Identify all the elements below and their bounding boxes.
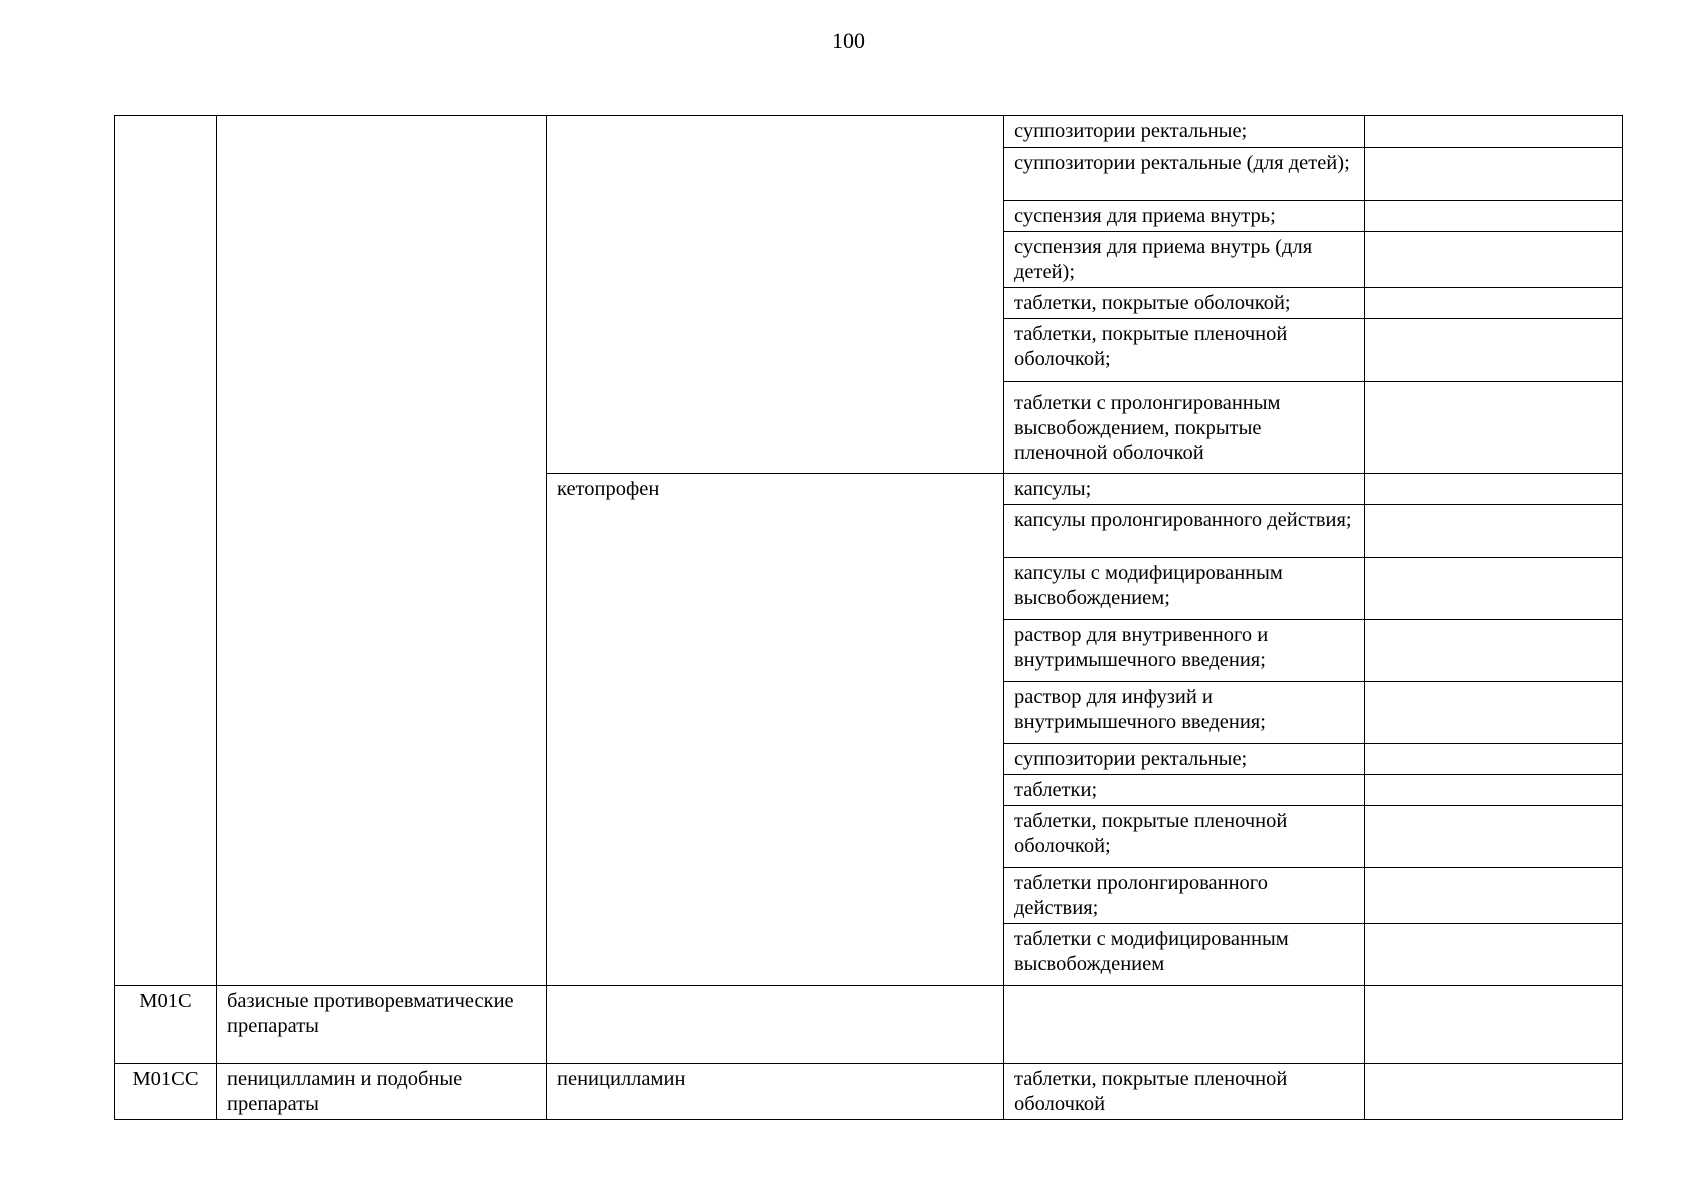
group-name-cell: базисные противоревматические препараты: [217, 986, 547, 1064]
page-number: 100: [832, 28, 865, 53]
drug-table: [114, 115, 1623, 1120]
note-cell: [1365, 319, 1623, 382]
note-cell: [1365, 116, 1623, 148]
note-cell: [1365, 806, 1623, 868]
dosage-form-cell: таблетки с пролонгированным высвобождением, покрытые пленочной оболочкой: [1004, 382, 1365, 474]
dosage-form-cell: суппозитории ректальные (для детей);: [1004, 148, 1365, 201]
dosage-form-cell: суспензия для приема внутрь;: [1004, 201, 1365, 232]
note-cell: [1365, 148, 1623, 201]
note-cell: [1365, 288, 1623, 319]
drug-name-cell: кетопрофен: [547, 474, 1004, 986]
group-name-cell: пеницилламин и подобные препараты: [217, 1064, 547, 1120]
note-cell: [1365, 558, 1623, 620]
table-row: [115, 1064, 1623, 1120]
dosage-form-cell: суппозитории ректальные;: [1004, 116, 1365, 148]
note-cell: [1365, 986, 1623, 1064]
dosage-form-cell: [1004, 986, 1365, 1064]
atc-code-cell: M01CC: [115, 1064, 217, 1120]
note-cell: [1365, 474, 1623, 505]
dosage-form-cell: таблетки, покрытые оболочкой;: [1004, 288, 1365, 319]
dosage-form-cell: таблетки пролонгированного действия;: [1004, 868, 1365, 924]
dosage-form-cell: суппозитории ректальные;: [1004, 744, 1365, 775]
note-cell: [1365, 232, 1623, 288]
note-cell: [1365, 620, 1623, 682]
drug-name-cell: пеницилламин: [547, 1064, 1004, 1120]
table-row: [115, 986, 1623, 1064]
dosage-form-cell: таблетки, покрытые пленочной оболочкой;: [1004, 319, 1365, 382]
note-cell: [1365, 201, 1623, 232]
note-cell: [1365, 382, 1623, 474]
table-row: [115, 116, 1623, 148]
drug-name-cell: [547, 116, 1004, 474]
note-cell: [1365, 744, 1623, 775]
dosage-form-cell: капсулы пролонгированного действия;: [1004, 505, 1365, 558]
drug-name-cell: [547, 986, 1004, 1064]
atc-code-cell: [115, 116, 217, 986]
atc-code-cell: M01C: [115, 986, 217, 1064]
dosage-form-cell: раствор для инфузий и внутримышечного введения;: [1004, 682, 1365, 744]
dosage-form-cell: таблетки с модифицированным высвобождением: [1004, 924, 1365, 986]
dosage-form-cell: капсулы;: [1004, 474, 1365, 505]
dosage-form-cell: таблетки;: [1004, 775, 1365, 806]
dosage-form-cell: раствор для внутривенного и внутримышечного введения;: [1004, 620, 1365, 682]
dosage-form-cell: таблетки, покрытые пленочной оболочкой: [1004, 1064, 1365, 1120]
dosage-form-cell: суспензия для приема внутрь (для детей);: [1004, 232, 1365, 288]
note-cell: [1365, 924, 1623, 986]
dosage-form-cell: капсулы с модифицированным высвобождением;: [1004, 558, 1365, 620]
dosage-form-cell: таблетки, покрытые пленочной оболочкой;: [1004, 806, 1365, 868]
note-cell: [1365, 775, 1623, 806]
note-cell: [1365, 1064, 1623, 1120]
group-name-cell: [217, 116, 547, 986]
note-cell: [1365, 682, 1623, 744]
note-cell: [1365, 868, 1623, 924]
note-cell: [1365, 505, 1623, 558]
